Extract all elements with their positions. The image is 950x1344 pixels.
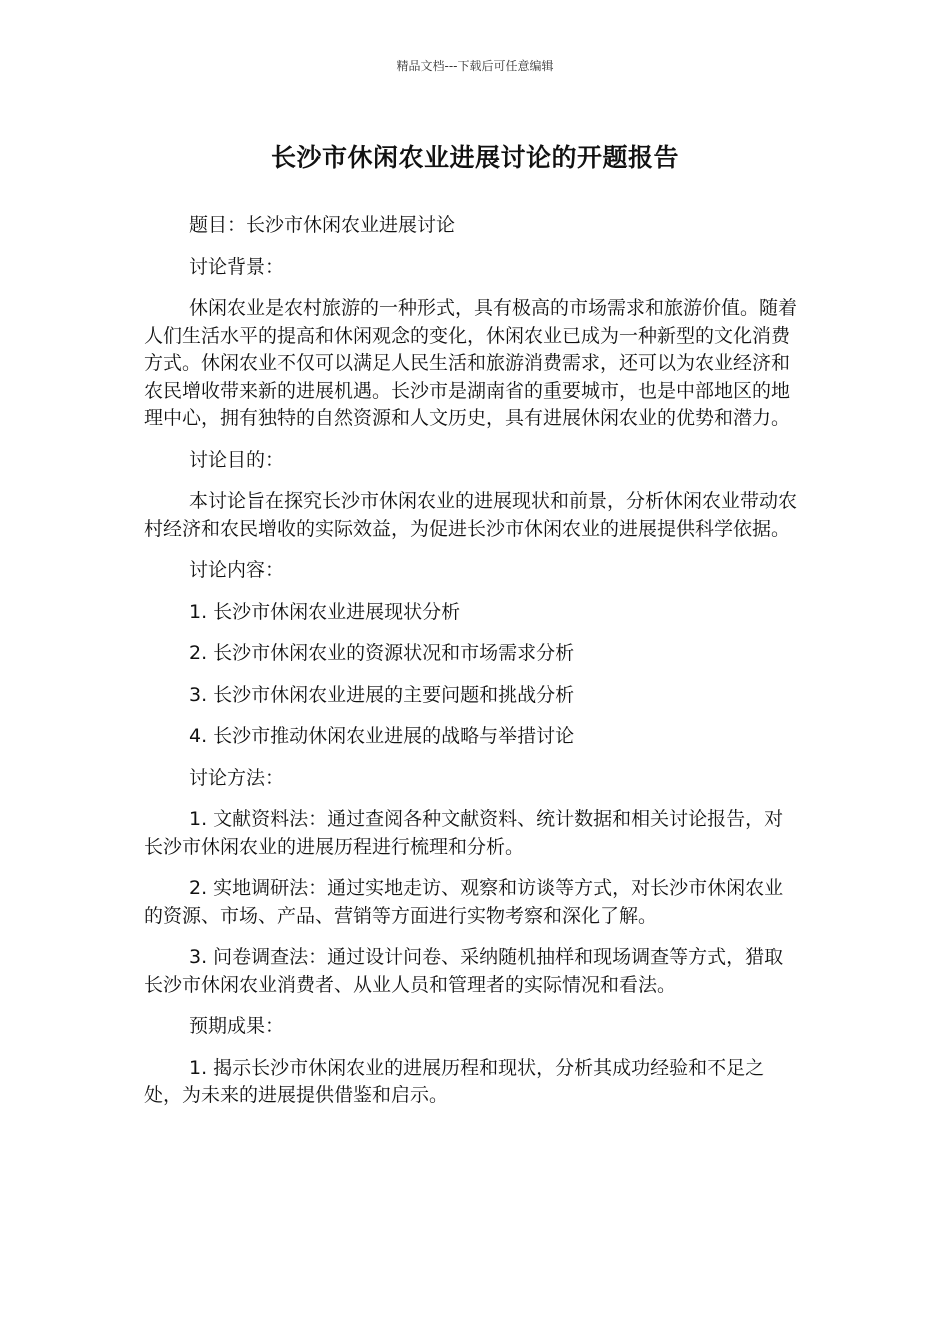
content-item: 3. 长沙市休闲农业进展的主要问题和挑战分析	[189, 683, 575, 706]
purpose-paragraph: 本讨论旨在探究长沙市休闲农业的进展现状和前景，分析休闲农业带动农村经济和农民增收的实际效益，为促进长沙市休闲农业的进展提供科学依据。	[144, 490, 798, 540]
content-item: 1. 长沙市休闲农业进展现状分析	[189, 600, 461, 623]
document-body	[144, 212, 799, 1124]
content-item: 2. 长沙市休闲农业的资源状况和市场需求分析	[189, 642, 575, 664]
method-item: 2. 实地调研法：通过实地走访、观察和访谈等方式，对长沙市休闲农业的资源、市场、产品、营销等方面进行实物考察和深化了解。	[144, 877, 784, 927]
method-heading: 讨论方法：	[189, 766, 285, 789]
results-heading: 预期成果：	[189, 1015, 285, 1037]
header-note: 精品文档---下载后可任意编辑	[396, 59, 554, 73]
topic-line: 题目：长沙市休闲农业进展讨论	[189, 214, 456, 236]
method-item: 1. 文献资料法：通过查阅各种文献资料、统计数据和相关讨论报告，对长沙市休闲农业的进展历程进行梳理和分析。	[144, 808, 784, 858]
purpose-heading: 讨论目的：	[189, 448, 285, 471]
content-heading: 讨论内容：	[189, 559, 285, 581]
background-heading: 讨论背景：	[189, 255, 285, 278]
document-title: 长沙市休闲农业进展讨论的开题报告	[270, 143, 679, 172]
background-paragraph: 休闲农业是农村旅游的一种形式，具有极高的市场需求和旅游价值。随着人们生活水平的提高和休闲观念的变化，休闲农业已成为一种新型的文化消费方式。休闲农业不仅可以满足人民生活和旅游消费需求，还可以为农业经济和农民增收带来新的进展机遇。长沙市是湖南省的重要城市，也是中部地区的地理中心，拥有独特的自然资源和人文历史，具有进展休闲农业的优势和潜力。	[144, 297, 798, 429]
method-item: 3. 问卷调查法：通过设计问卷、采纳随机抽样和现场调查等方式，猎取长沙市休闲农业消费者、从业人员和管理者的实际情况和看法。	[144, 946, 784, 996]
results-item: 1. 揭示长沙市休闲农业的进展历程和现状，分析其成功经验和不足之处，为未来的进展提供借鉴和启示。	[144, 1056, 765, 1106]
content-item: 4. 长沙市推动休闲农业进展的战略与举措讨论	[189, 725, 575, 747]
